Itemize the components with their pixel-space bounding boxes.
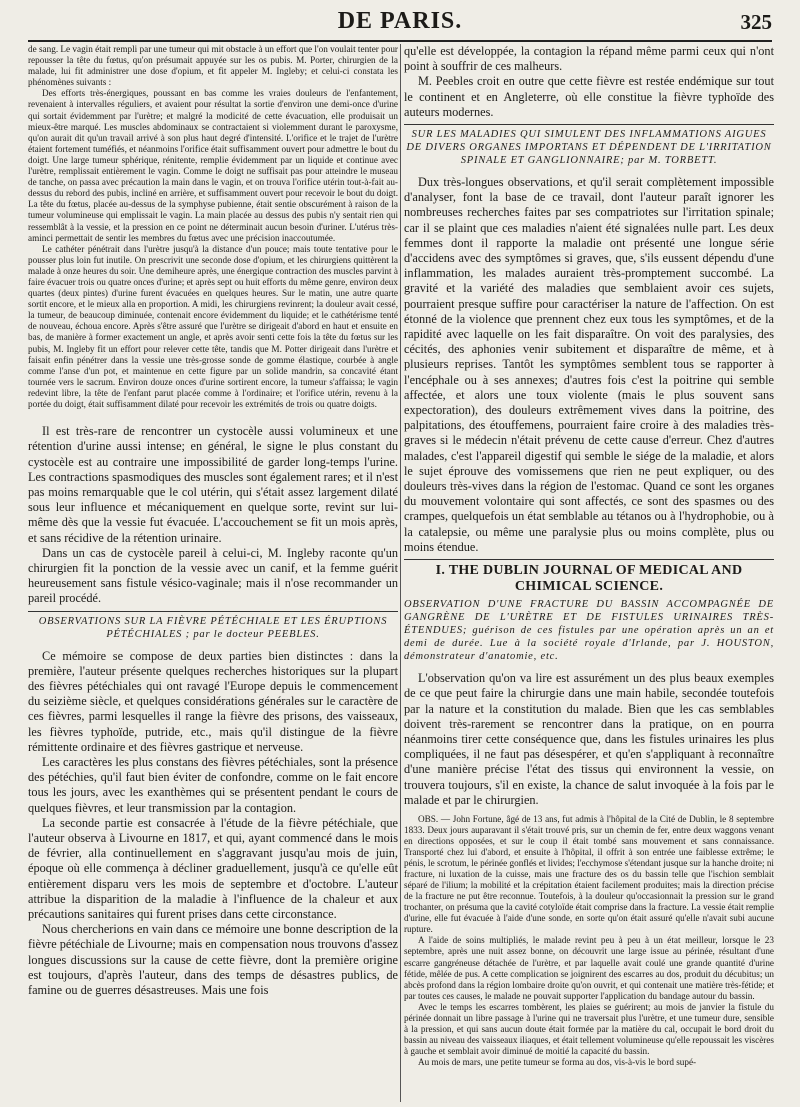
paragraph: A l'aide de soins multipliés, le malade revint peu à peu à un état meilleur, lorsque le 23 septembre, après une nuit assez bonne, on découvrit une large issue au périnée, résultant d'une escarre gangréneuse détachée de l'urètre, et par laquelle avait coulé une grande quantité d'urine fétide, mêlée de pus. A cette complication se joignirent des escarres au dos, produit du décubitus; un abcès profond dans la région lombaire droite qu'on ouvrit, et qui contenait une matière très-fétide; et par toutes ces causes, le malade ne pouvait supporter l'application du bandage autour du bassin.	[404, 935, 774, 1001]
journal-heading: I. THE DUBLIN JOURNAL OF MEDICAL AND CHIMICAL SCIENCE.	[435, 563, 743, 595]
column-rule	[400, 44, 401, 1102]
paragraph: Le cathéter pénétrait dans l'urètre jusqu'à la distance d'un pouce; mais toute tentative pour le pousser plus loin fut inutile. On prescrivit une seconde dose d'opium, et les chirurgiens quittèrent la malade à onze heures du soir. Une demiheure après, une énergique contraction des muscles parvint à faire évacuer trois ou quatre onces d'urine; et après sept ou huit efforts du même genre, environ deux quartes (deux pintes) d'urine furent évacuées en quelques heures. Sur le matin, une autre quarte sortit encore, et le mieux alla en proportion. A midi, les chirurgiens revinrent; la douleur avait cessé, la tumeur, de beaucoup diminuée, contenait encore évidemment du liquide; et le cathétérisme tenté de nouveau, échoua encore. Après s'être assuré que l'urètre se dirigeait d'abord en haut et ensuite en bas, de manière à former exactement un angle, et après avoir senti cette fois la tête du fœtus sur les pubis, M. Ingleby fit un effort pour relever cette tête, tandis que M. Potter dirigeait dans l'urètre et faisait enfin pénétrer dans la vessie une très-grosse sonde de gomme élastique, courbée à angle comme l'anse d'un pot, et maintenue en cette figure par un solide mandrin, sa concavité étant tournée vers le sacrum. Environ douze onces d'urine sortirent encore, la tumeur s'affaissa; le vagin redevint libre, la tête de l'enfant parut placée comme à l'ordinaire; et l'orifice utérin, revenu à la portée du doigt, était suffisamment dilaté pour recevoir les extrémités de trois ou quatre doigts.	[28, 243, 398, 409]
paragraph: L'observation qu'on va lire est assurément un des plus beaux exemples de ce que peut faire la chirurgie dans une main habile, secondée toutefois par la nature et la constitution du malade. Bien que les cas semblables doivent très-rarement se rencontrer dans la pratique, on en pourra néanmoins tirer cette conséquence que, dans les fistules urinaires les plus compliquées, il ne faut pas désespérer, et qu'en s'appliquant à reconnaître d'une manière précise l'état des tissus qui environnent la vessie, on trouvera toujours, s'il en existe, la chance de salut invoquée à la fois par le malade et par le chirurgien.	[404, 671, 774, 807]
paragraph: Les caractères les plus constans des fièvres pétéchiales, sont la présence des pétéchies, qu'il faut bien éviter de confondre, comme on le fait encore tous les jours, avec les exanthèmes qui se présentent pendant le cours de quelques fièvres, et leur transmission par la contagion.	[28, 754, 398, 815]
section-divider	[404, 124, 774, 125]
running-head	[28, 6, 772, 42]
section-heading: SUR LES MALADIES QUI SIMULENT DES INFLAMMATIONS AIGUES DE DIVERS ORGANES IMPORTANS ET DÉPENDENT DE L'IRRITATION SPINALE ET GANGLIONNAIRE; par M. TORBETT.	[406, 129, 772, 167]
paragraph: M. Peebles croit en outre que cette fièvre est restée endémique sur tout le continent et en Angleterre, où elle constitue la fièvre typhoïde des auteurs modernes.	[404, 74, 774, 119]
paragraph: Ce mémoire se compose de deux parties bien distinctes : dans la première, l'auteur présente quelques recherches historiques sur la plupart des fièvres pétéchiales qui ont ravagé l'Europe depuis le commencement du seizième siècle, et quelques considérations générales sur le caractère de ces fièvres, parmi lesquelles il range la fièvre des prisons, des vaisseaux, les fièvres typhoïde, putride, etc., mais qu'il distingue de la fièvre rémittente ordinaire et des fièvres gastrique et nerveuse.	[28, 648, 398, 754]
paragraph: Nous chercherions en vain dans ce mémoire une bonne description de la fièvre pétéchiale de Livourne; mais en compensation nous trouvons d'assez longues discussions sur la cause de cette fièvre, dont la première origine est toujours, d'après l'auteur, dans des temps de désastres publics, de famine ou de guerres désastreuses. Mais une fois	[28, 922, 398, 997]
page-title: DE PARIS.	[337, 8, 463, 34]
paragraph: Au mois de mars, une petite tumeur se forma au dos, vis-à-vis le bord supé-	[418, 1056, 697, 1067]
paragraph: de sang. Le vagin était rempli par une tumeur qui mit obstacle à un effort que l'on voulait tenter pour repousser la tête du fœtus, qu'on présumait appuyée sur les os pubis. M. Porter, chirurgien de la malade, lui fit administrer une dose d'opium, et fit appeler M. Ingleby; et celui-ci constata les phénomènes suivants :	[28, 44, 398, 88]
page-number: 325	[740, 10, 772, 34]
paragraph: Dux très-longues observations, et qu'il serait complètement impossible d'analyser, font la base de ce travail, dont l'auteur paraît ignorer les nombreuses recherches faites par ses compatriotes sur l'irritation spinale; car il se plaint que ces maladies n'aient été signalées nulle part. Les deux femmes dont il rapporte la maladie ont présenté une longue série d'accidens avec des symptômes si graves, que, s'ils eussent dépendu d'une inflammation, les malades auraient très-promptement succombé. La gravité et la variété des maladies que semblaient avoir ces sujets, pourraient presque suffire pour caractériser la nature de l'affection. On est étonné de la violence que prennent chez eux tous les symptômes, et de la rapidité avec laquelle on les fait disparaître. On voit des paralysies, des cécités, des aphonies venir subitement et disparaître de même, et à plusieurs reprises. Tantôt les symptômes semblent tous se rapporter à l'encéphale ou à ses annexes; d'autres fois c'est la poitrine qui semble affectée, et alors une toux violente (mais le plus souvent sans expectoration), des douleurs extrêmement vives dans la poitrine, des palpitations, des étouffemens, pourraient faire croire à des maladies très-graves si le médecin n'était prévenu de cette cause d'erreur. Chez d'autres malades, c'est l'appareil digestif qui semble le siége de la maladie, et alors le sujet éprouve des vomissemens que rien ne peut expliquer, ou des douleurs très-vives dans la région de l'estomac. Quand ce sont les organes du mouvement volontaire qui sont affectés, ce sont des spasmes ou des crampes, quelquefois un état semblable au tétanos ou à l'hydrophobie, ou à la catalepsie, ou même une paralysie plus ou moins complète, plus ou moins étendue.	[404, 175, 774, 554]
case-report	[404, 814, 774, 1068]
paragraph: La seconde partie est consacrée à l'étude de la fièvre pétéchiale, que l'auteur observa à Livourne en 1817, et qui, ayant commencé dans le mois de février, alla continuellement en s'aggravant jusqu'au mois de juin, époque où elle commença à décliner graduellement, jusqu'à ce qu'elle eût entièrement disparu vers les mois de septembre et d'octobre. L'auteur attribue la disparition de la maladie à l'influence de la chaleur et aux précautions sanitaires qui furent prises dans cette circonstance.	[28, 815, 398, 921]
right-column	[404, 44, 774, 1102]
section-heading: OBSERVATIONS SUR LA FIÈVRE PÉTÉCHIALE ET LES ÉRUPTIONS PÉTÉCHIALES ; par le docteur PEEBLES.	[38, 615, 388, 640]
article-heading: OBSERVATION D'UNE FRACTURE DU BASSIN ACCOMPAGNÉE DE GANGRÈNE DE L'URÈTRE ET DE FISTULES URINAIRES TRÈS-ÉTENDUES; guérison de ces fistules par une opération après un an et demi de durée. Lue à la société royale d'Irlande, par J. HOUSTON, démonstrateur d'anatomie, etc.	[404, 599, 774, 663]
paragraph: qu'elle est développée, la contagion la répand même parmi ceux qui n'ont point à souffrir de ces malheurs.	[404, 44, 774, 74]
paragraph: OBS. — John Fortune, âgé de 13 ans, fut admis à l'hôpital de la Cité de Dublin, le 8 septembre 1833. Deux jours auparavant il s'était trouvé pris, sur un chemin de fer, entre deux waggons venant en directions opposées, et sur le coup il était tombé sans mouvement et sans connaissance. Transporté chez lui d'abord, et ensuite à l'hôpital, il offrit à son entrée une faiblesse extrême; le pénis, le scrotum, le périnée gonflés et livides; l'ecchymose s'étendant jusque sur la hanche droite; ni fracture, ni luxation de la cuisse, mais une fracture des os du bassin telle que l'ischion semblait séparé de l'ilium; la mobilité et la crépitation étaient facilement produites; mais la direction précise de la fracture ne put être reconnue. Toutefois, à la douleur qu'occasionnait la pression sur le grand trochanter, on présuma que la cavité cotyloïde était comprise dans la fracture. La vessie était remplie d'urine, elle fut évacuée à l'aide d'une sonde, en sorte qu'on était assuré qu'elle n'avait subi aucune rupture.	[404, 813, 774, 935]
section-divider	[28, 611, 398, 612]
left-column	[28, 44, 398, 1102]
paragraph: Avec le temps les escarres tombèrent, les plaies se guérirent; au mois de janvier la fistule du périnée donnait un libre passage à l'urine qui ne traversait plus l'urètre, et une tumeur dure, sensible à la pression, et qui sans aucun doute était formée par la matière du cal, occupait le bord droit du bassin au niveau des vaisseaux iliaques, et était tellement volumineuse qu'elle repoussait les viscères à gauche et semblait avoir diminué de moitié la capacité du bassin.	[404, 1001, 774, 1056]
paragraph: Dans un cas de cystocèle pareil à celui-ci, M. Ingleby raconte qu'un chirurgien fit la ponction de la vessie avec un canif, et la femme guérit heureusement sans fistule vésico-vaginale; mais il n'ose recommander un pareil procédé.	[28, 545, 398, 606]
paragraph: Des efforts très-énergiques, poussant en bas comme les vraies douleurs de l'enfantement, revenaient à intervalles réguliers, et avaient pour résultat la sortie d'environ une demi-once d'urine qui sortait évidemment par l'urètre; et malgré la modicité de cette évacuation, elle produisait un mieux-être marqué. Les muscles abdominaux se contractaient si violemment durant le paroxysme, qu'on aurait dit qu'un travail arrivé à son plus haut degré d'intensité. L'orifice et le trajet de l'urètre étaient fortement tuméfiés, et néanmoins l'orifice était suffisamment ouvert pour admettre le bout du doigt. Une large tumeur sphérique, rénitente, remplie évidemment par un liquide et continue avec l'urètre, remplissait entièrement le vagin. Comme le doigt ne suffisait pas pour atteindre le museau de tanche, on passa avec précaution la main dans le vagin, et on trouva l'orifice utérin tout-à-fait au-dessus du rebord des pubis, incliné en arrière, et suffisamment ouvert pour recevoir le bout du doigt. La tête du fœtus, placée au-dessus de la symphyse pubienne, était sentie obscurément à raison de la tumeur volumineuse qui emplissait le vagin. La main placée au dessus des pubis n'y sentait rien qui ressemblât à la vessie, et la pression en ce point ne déterminait aucun besoin d'uriner. L'utérus très-aminci permettait de sentir les membres du fœtus avec une précision inaccoutumée.	[28, 88, 398, 243]
paragraph: Il est très-rare de rencontrer un cystocèle aussi volumineux et une rétention d'urine aussi intense; en général, le signe le plus constant du cystocèle est au contraire une impossibilité de garder long-temps l'urine. Les contractions spasmodiques des muscles sont également rares; et il n'est pas moins remarquable que le col utérin, qui s'était assez largement dilaté sous leur influence et mécaniquement en quelque sorte, revint sur lui-même dès que la vessie fut évacuée. L'accouchement se fit un mois après, et sans récidive de la rétention urinaire.	[28, 424, 398, 545]
section-divider	[404, 559, 774, 560]
